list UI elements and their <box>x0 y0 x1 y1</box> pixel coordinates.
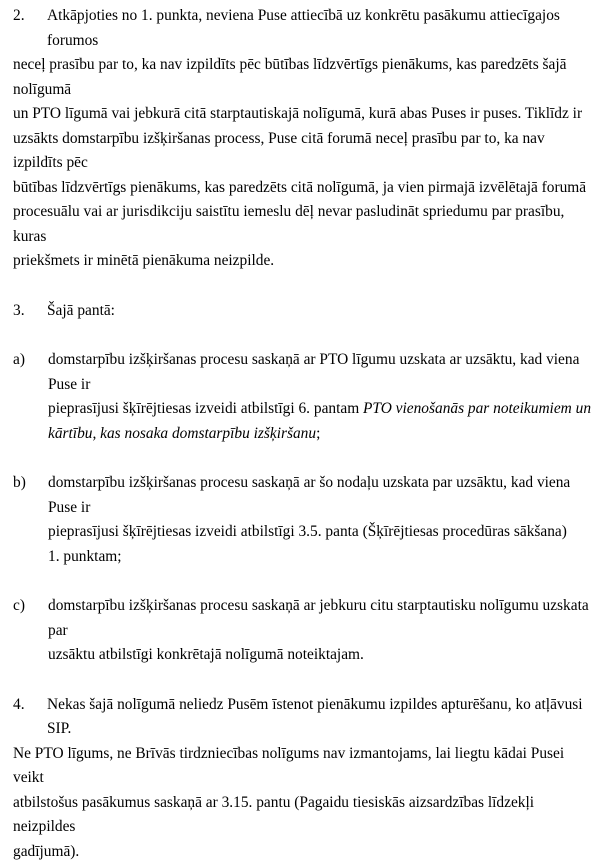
list-item-line <box>48 422 593 447</box>
list-item-label: b) <box>13 471 26 496</box>
paragraph-line: procesuālu vai ar jurisdikciju saistītu iemeslu dēļ nevar pasludināt spriedumu par prasību, kuras <box>13 200 593 249</box>
list-item-b <box>13 471 593 569</box>
list-item-line: 1. punktam; <box>48 545 593 570</box>
list-item-label: a) <box>13 348 25 373</box>
list-item-text: pieprasījusi šķīrējtiesas izveidi atbilstīgi 6. pantam <box>48 400 363 417</box>
paragraph-line: Šajā pantā: <box>13 299 593 324</box>
list-item-text: ; <box>316 425 320 442</box>
list-item-italic-text: kārtību, kas nosaka domstarpību izšķiršanu <box>48 425 316 442</box>
paragraph-line: būtības līdzvērtīgs pienākums, kas paredzēts citā nolīgumā, ja vien pirmajā izvēlētajā forumā <box>13 176 593 201</box>
list-item-line: uzsāktu atbilstīgi konkrētajā nolīgumā noteiktajam. <box>48 643 593 668</box>
paragraph-line: Ne PTO līgums, ne Brīvās tirdzniecības nolīgums nav izmantojams, lai liegtu kādai Pusei veikt <box>13 742 593 791</box>
list-item-a <box>13 348 593 446</box>
paragraph-line: un PTO līgumā vai jebkurā citā starptautiskajā nolīgumā, kurā abas Puses ir puses. Tiklīdz ir <box>13 102 593 127</box>
list-item-line: domstarpību izšķiršanas procesu saskaņā ar PTO līgumu uzskata ar uzsāktu, kad viena Puse ir <box>48 348 593 397</box>
list-item-c <box>13 594 593 668</box>
list-item-line: domstarpību izšķiršanas procesu saskaņā ar šo nodaļu uzskata par uzsāktu, kad viena Puse ir <box>48 471 593 520</box>
paragraph-2 <box>13 4 593 274</box>
list-item-line <box>48 397 593 422</box>
list-item-italic-text: PTO vienošanās par noteikumiem un <box>363 400 591 417</box>
list-item-line: pieprasījusi šķīrējtiesas izveidi atbilstīgi 3.5. panta (Šķīrējtiesas procedūras sākšana) <box>48 520 593 545</box>
paragraph-line: atbilstošus pasākumus saskaņā ar 3.15. pantu (Pagaidu tiesiskās aizsardzības līdzekļi neizpildes <box>13 791 593 840</box>
paragraph-line: gadījumā). <box>13 840 593 864</box>
paragraph-line: Nekas šajā nolīgumā neliedz Pusēm īstenot pienākumu izpildes apturēšanu, ko atļāvusi SIP. <box>13 693 593 742</box>
paragraph-line: uzsākts domstarpību izšķiršanas process, Puse citā forumā neceļ prasību par to, ka nav izpildīts pēc <box>13 127 593 176</box>
document-page <box>13 4 593 864</box>
paragraph-number: 4. <box>13 693 25 718</box>
paragraph-number: 2. <box>13 4 25 29</box>
paragraph-4 <box>13 693 593 864</box>
list-item-line: domstarpību izšķiršanas procesu saskaņā ar jebkuru citu starptautisku nolīgumu uzskata par <box>48 594 593 643</box>
paragraph-line: Atkāpjoties no 1. punkta, neviena Puse attiecībā uz konkrētu pasākumu attiecīgajos forumos <box>13 4 593 53</box>
paragraph-number: 3. <box>13 299 25 324</box>
paragraph-line: priekšmets ir minētā pienākuma neizpilde. <box>13 249 593 274</box>
paragraph-line: neceļ prasību par to, ka nav izpildīts pēc būtības līdzvērtīgs pienākums, kas paredzēts šajā nolīgumā <box>13 53 593 102</box>
list-item-label: c) <box>13 594 25 619</box>
paragraph-3 <box>13 299 593 324</box>
